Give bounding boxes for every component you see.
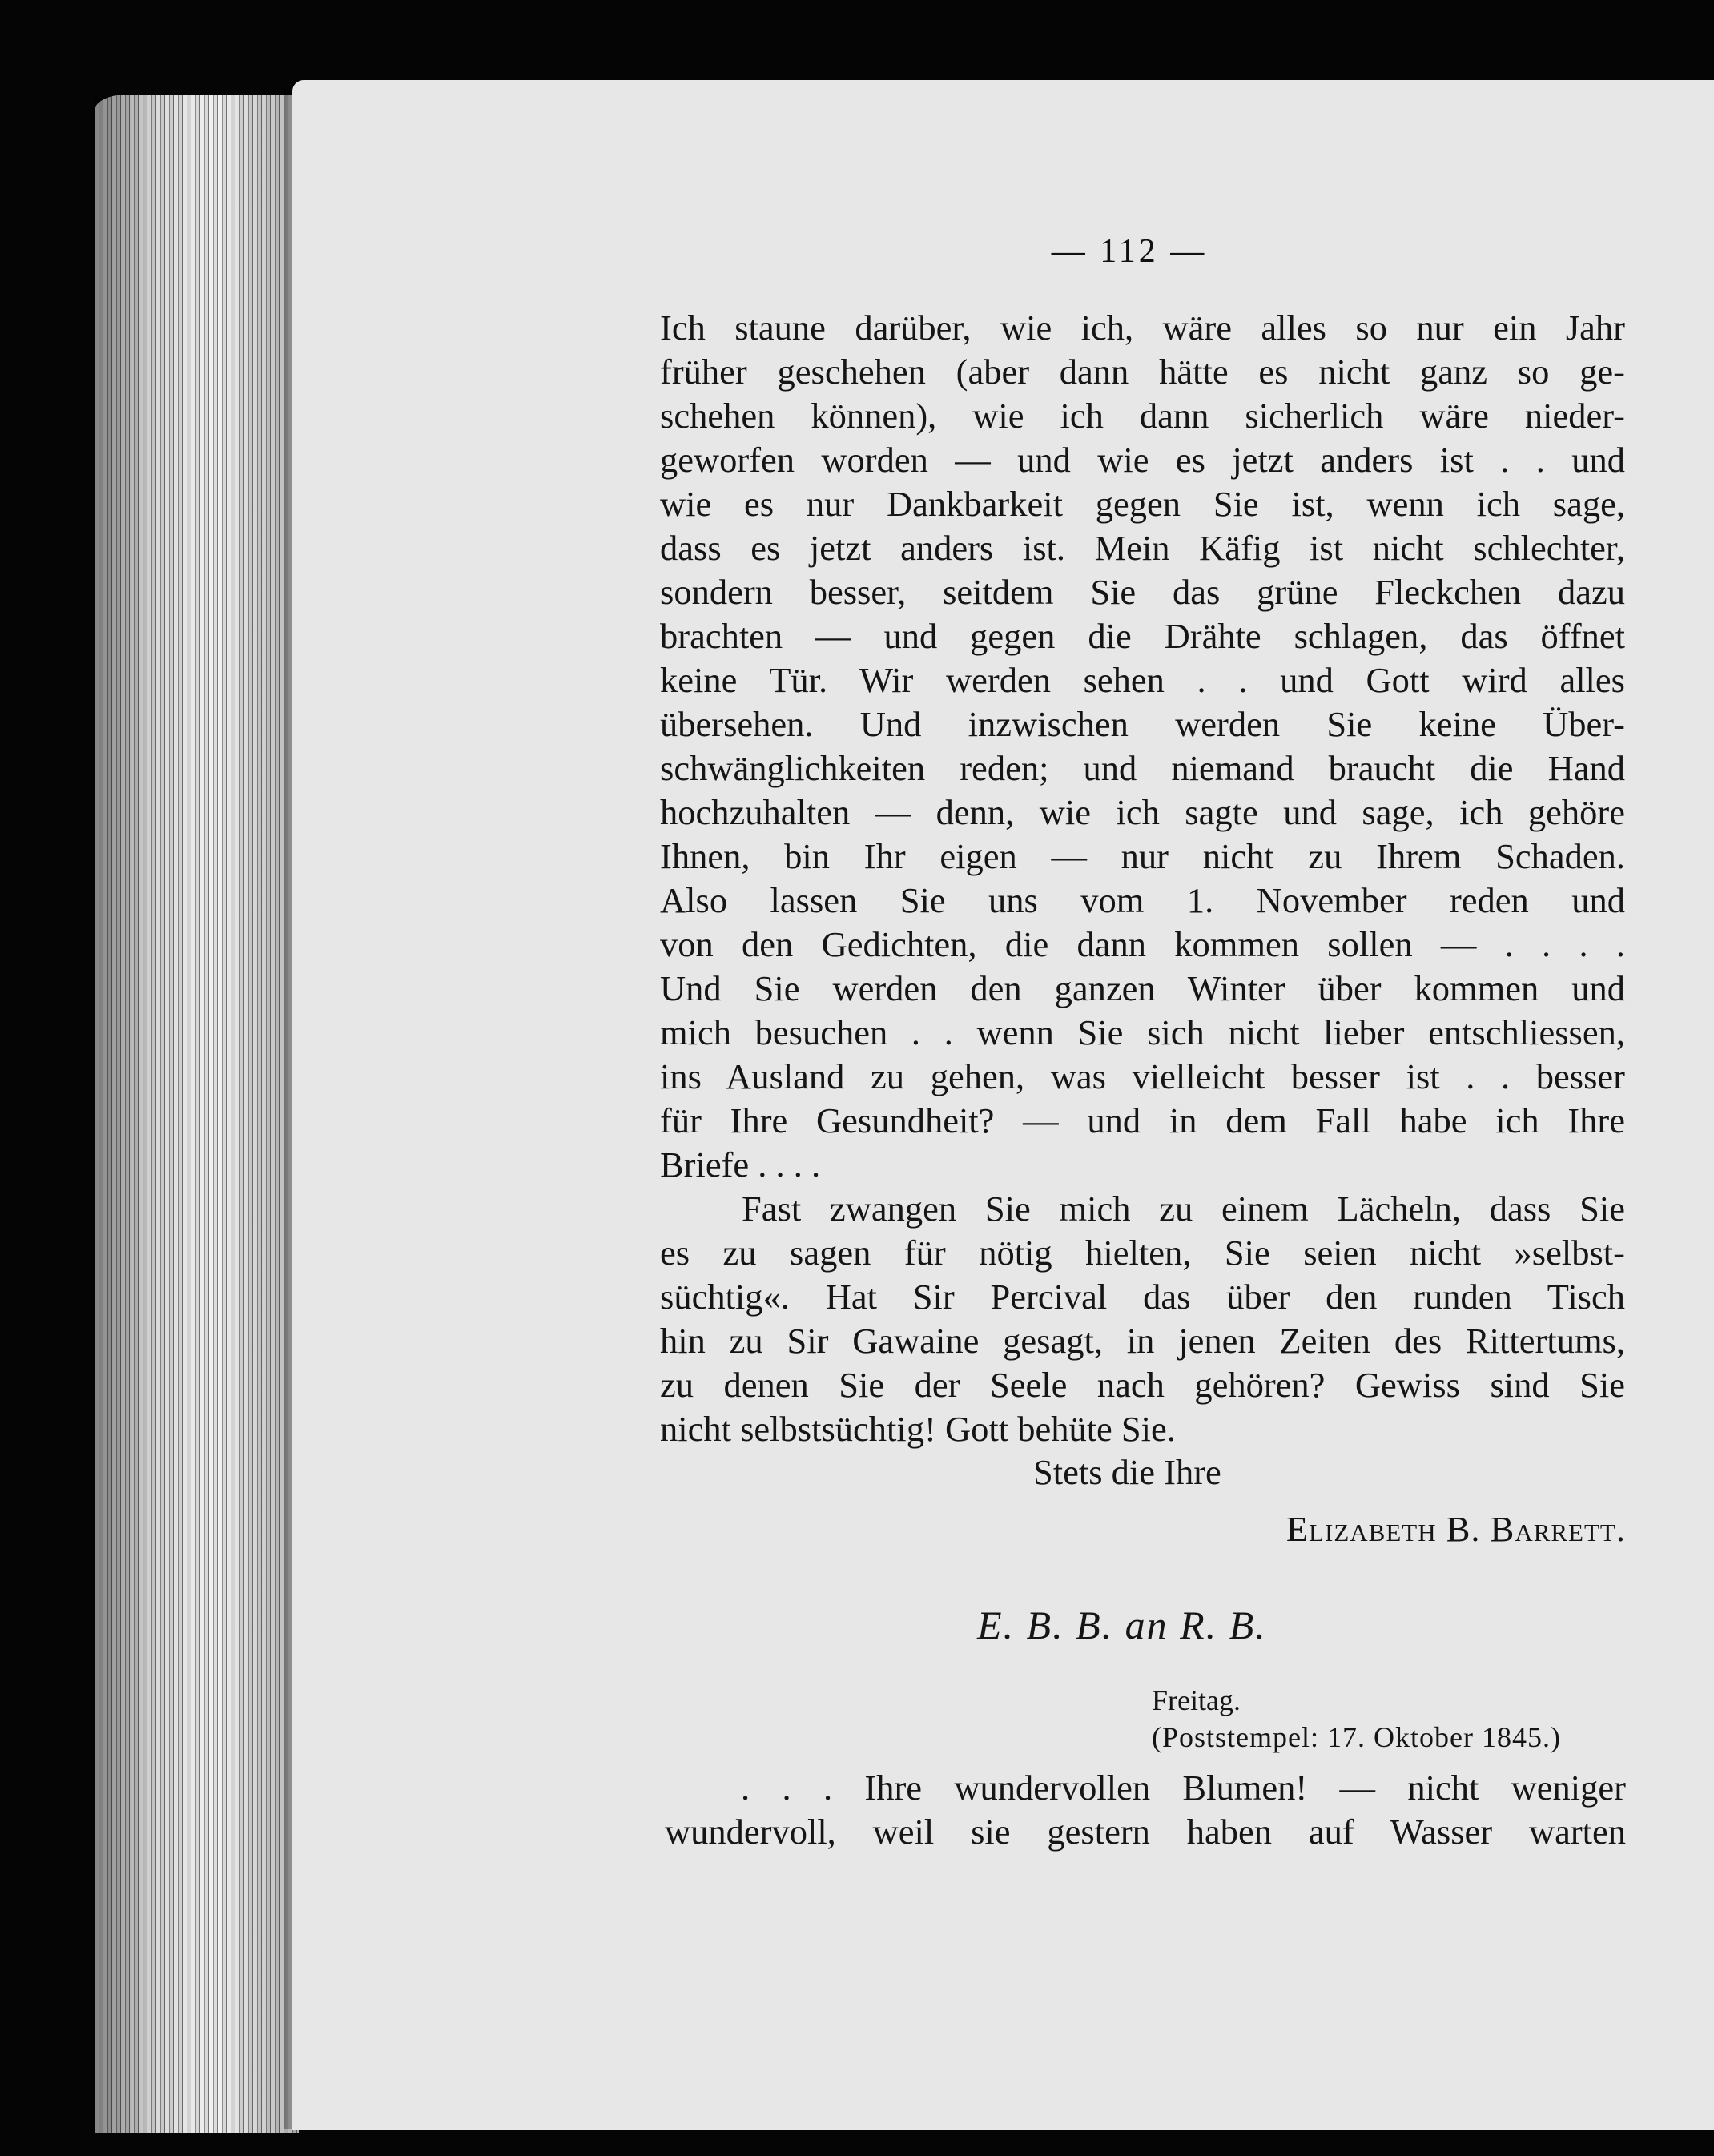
text-line: übersehen. Und inzwischen werden Sie keine Über- <box>660 704 1625 744</box>
paragraph-3 <box>665 1766 1626 1854</box>
text-line: Also lassen Sie uns vom 1. November reden und <box>660 880 1625 920</box>
text-line: ins Ausland zu gehen, was vielleicht besser ist . . besser <box>660 1056 1625 1096</box>
text-line: es zu sagen für nötig hielten, Sie seien nicht »selbst- <box>660 1233 1625 1273</box>
text-line: geworfen worden — und wie es jetzt anders ist . . und <box>660 440 1625 480</box>
text-line: wie es nur Dankbarkeit gegen Sie ist, wenn ich sage, <box>660 484 1625 524</box>
text-line: Fast zwangen Sie mich zu einem Lächeln, dass Sie <box>742 1189 1625 1229</box>
text-line: mich besuchen . . wenn Sie sich nicht lieber entschliessen, <box>660 1012 1625 1052</box>
text-line: hin zu Sir Gawaine gesagt, in jenen Zeiten des Rittertums, <box>660 1321 1625 1361</box>
text-line: . . . Ihre wundervollen Blumen! — nicht weniger <box>741 1768 1626 1808</box>
letter-heading: E. B. B. an R. B. <box>977 1603 1267 1647</box>
text-line: brachten — und gegen die Drähte schlagen, das öffnet <box>660 616 1625 656</box>
text-line: früher geschehen (aber dann hätte es nicht ganz so ge- <box>660 352 1625 392</box>
text-line: Ich staune darüber, wie ich, wäre alles so nur ein Jahr <box>660 308 1625 348</box>
text-line: hochzuhalten — denn, wie ich sagte und sage, ich gehöre <box>660 792 1625 832</box>
text-line: sondern besser, seitdem Sie das grüne Fleckchen dazu <box>660 572 1625 612</box>
letter-postmark-date: (Poststempel: 17. Oktober 1845.) <box>1152 1721 1561 1753</box>
text-line: schehen können), wie ich dann sicherlich wäre nieder- <box>660 396 1625 436</box>
text-line: für Ihre Gesundheit? — und in dem Fall habe ich Ihre <box>660 1100 1625 1140</box>
text-line: zu denen Sie der Seele nach gehören? Gewiss sind Sie <box>660 1365 1625 1405</box>
letter-date-day: Freitag. <box>1152 1684 1241 1716</box>
text-line: Und Sie werden den ganzen Winter über kommen und <box>660 968 1625 1008</box>
text-line: dass es jetzt anders ist. Mein Käfig ist nicht schlechter, <box>660 528 1625 568</box>
text-line: nicht selbstsüchtig! Gott behüte Sie. <box>660 1409 1176 1449</box>
letter-signature: Elizabeth B. Barrett. <box>1286 1509 1626 1549</box>
page-number: — 112 — <box>1051 233 1208 270</box>
text-line: schwänglichkeiten reden; und niemand braucht die Hand <box>660 748 1625 788</box>
letter-closing: Stets die Ihre <box>1033 1452 1221 1492</box>
text-line: Briefe . . . . <box>660 1144 821 1185</box>
text-line: Ihnen, bin Ihr eigen — nur nicht zu Ihrem Schaden. <box>660 836 1625 876</box>
text-line: keine Tür. Wir werden sehen . . und Gott wird alles <box>660 660 1625 700</box>
text-line: süchtig«. Hat Sir Percival das über den runden Tisch <box>660 1277 1625 1317</box>
text-line: wundervoll, weil sie gestern haben auf Wasser warten <box>665 1812 1626 1852</box>
text-line: von den Gedichten, die dann kommen sollen — . . . . <box>660 924 1625 964</box>
book-page-edges <box>95 95 299 2133</box>
paragraph-1 <box>660 306 1625 1451</box>
